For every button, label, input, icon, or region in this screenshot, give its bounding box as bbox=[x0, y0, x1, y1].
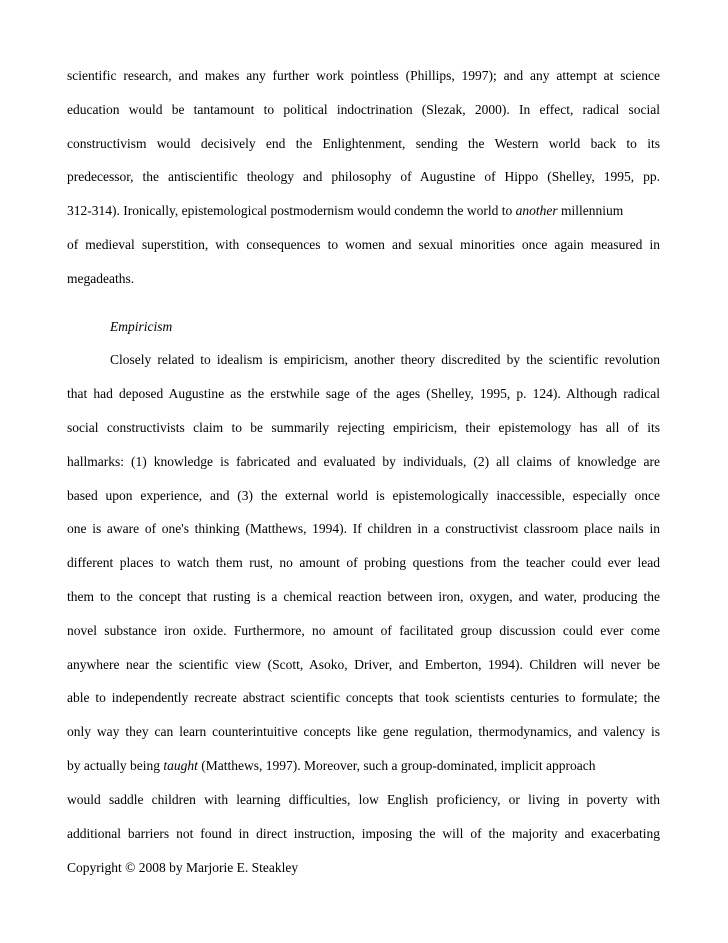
text-line: only way they can learn counterintuitive concepts like gene regulation, thermodynamics, and valency is bbox=[67, 724, 660, 740]
paragraph-empiricism bbox=[67, 348, 660, 855]
text-line: social constructivists claim to be summarily rejecting empiricism, their epistemology has all of its bbox=[67, 419, 660, 435]
text-line: Closely related to idealism is empiricism, another theory discredited by the scientific revolution bbox=[110, 352, 660, 368]
text-line: based upon experience, and (3) the external world is epistemologically inaccessible, especially once bbox=[67, 487, 660, 503]
document-body bbox=[67, 64, 660, 855]
text-line: one is aware of one's thinking (Matthews, 1994). If children in a constructivist classroom place nails in bbox=[67, 521, 660, 537]
text-span: 312-314). Ironically, epistemological postmodernism would condemn the world to bbox=[67, 203, 516, 219]
text-line: different places to watch them rust, no amount of probing questions from the teacher could ever lead bbox=[67, 555, 660, 571]
text-line: novel substance iron oxide. Furthermore, no amount of facilitated group discussion could ever come bbox=[67, 622, 660, 638]
text-line bbox=[67, 754, 660, 788]
text-line: able to independently recreate abstract scientific concepts that took scientists centuries to formulate; the bbox=[67, 690, 660, 706]
section-heading: Empiricism bbox=[110, 318, 173, 334]
text-line: megadeaths. bbox=[67, 270, 135, 286]
text-line: that had deposed Augustine as the erstwhile sage of the ages (Shelley, 1995, p. 124). Although radical bbox=[67, 386, 660, 402]
text-line: of medieval superstition, with consequences to women and sexual minorities once again measured in bbox=[67, 236, 660, 252]
copyright-footer: Copyright © 2008 by Marjorie E. Steakley bbox=[67, 860, 299, 875]
paragraph-gap bbox=[67, 301, 660, 315]
text-span: (Matthews, 1997). Moreover, such a group-dominated, implicit approach bbox=[197, 757, 596, 773]
text-line: hallmarks: (1) knowledge is fabricated and evaluated by individuals, (2) all claims of knowledge are bbox=[67, 453, 660, 469]
paragraph-continued bbox=[67, 64, 660, 301]
emphasis-text: another bbox=[515, 203, 558, 219]
text-line bbox=[67, 199, 660, 233]
text-line: constructivism would decisively end the Enlightenment, sending the Western world back to its bbox=[67, 135, 660, 151]
text-line: would saddle children with learning difficulties, low English proficiency, or living in poverty with bbox=[67, 791, 660, 807]
text-line: them to the concept that rusting is a chemical reaction between iron, oxygen, and water, producing the bbox=[67, 588, 660, 604]
text-line: predecessor, the antiscientific theology and philosophy of Augustine of Hippo (Shelley, 1995, pp. bbox=[67, 169, 660, 185]
text-line: scientific research, and makes any further work pointless (Phillips, 1997); and any attempt at science bbox=[67, 68, 660, 83]
text-line: anywhere near the scientific view (Scott, Asoko, Driver, and Emberton, 1994). Children will never be bbox=[67, 656, 660, 672]
text-span: millennium bbox=[557, 203, 624, 219]
text-line: education would be tantamount to political indoctrination (Slezak, 2000). In effect, radical social bbox=[67, 101, 660, 117]
text-span: by actually being bbox=[67, 757, 164, 773]
emphasis-text: taught bbox=[163, 757, 198, 773]
text-line: additional barriers not found in direct instruction, imposing the will of the majority and exacerbating bbox=[67, 825, 660, 841]
